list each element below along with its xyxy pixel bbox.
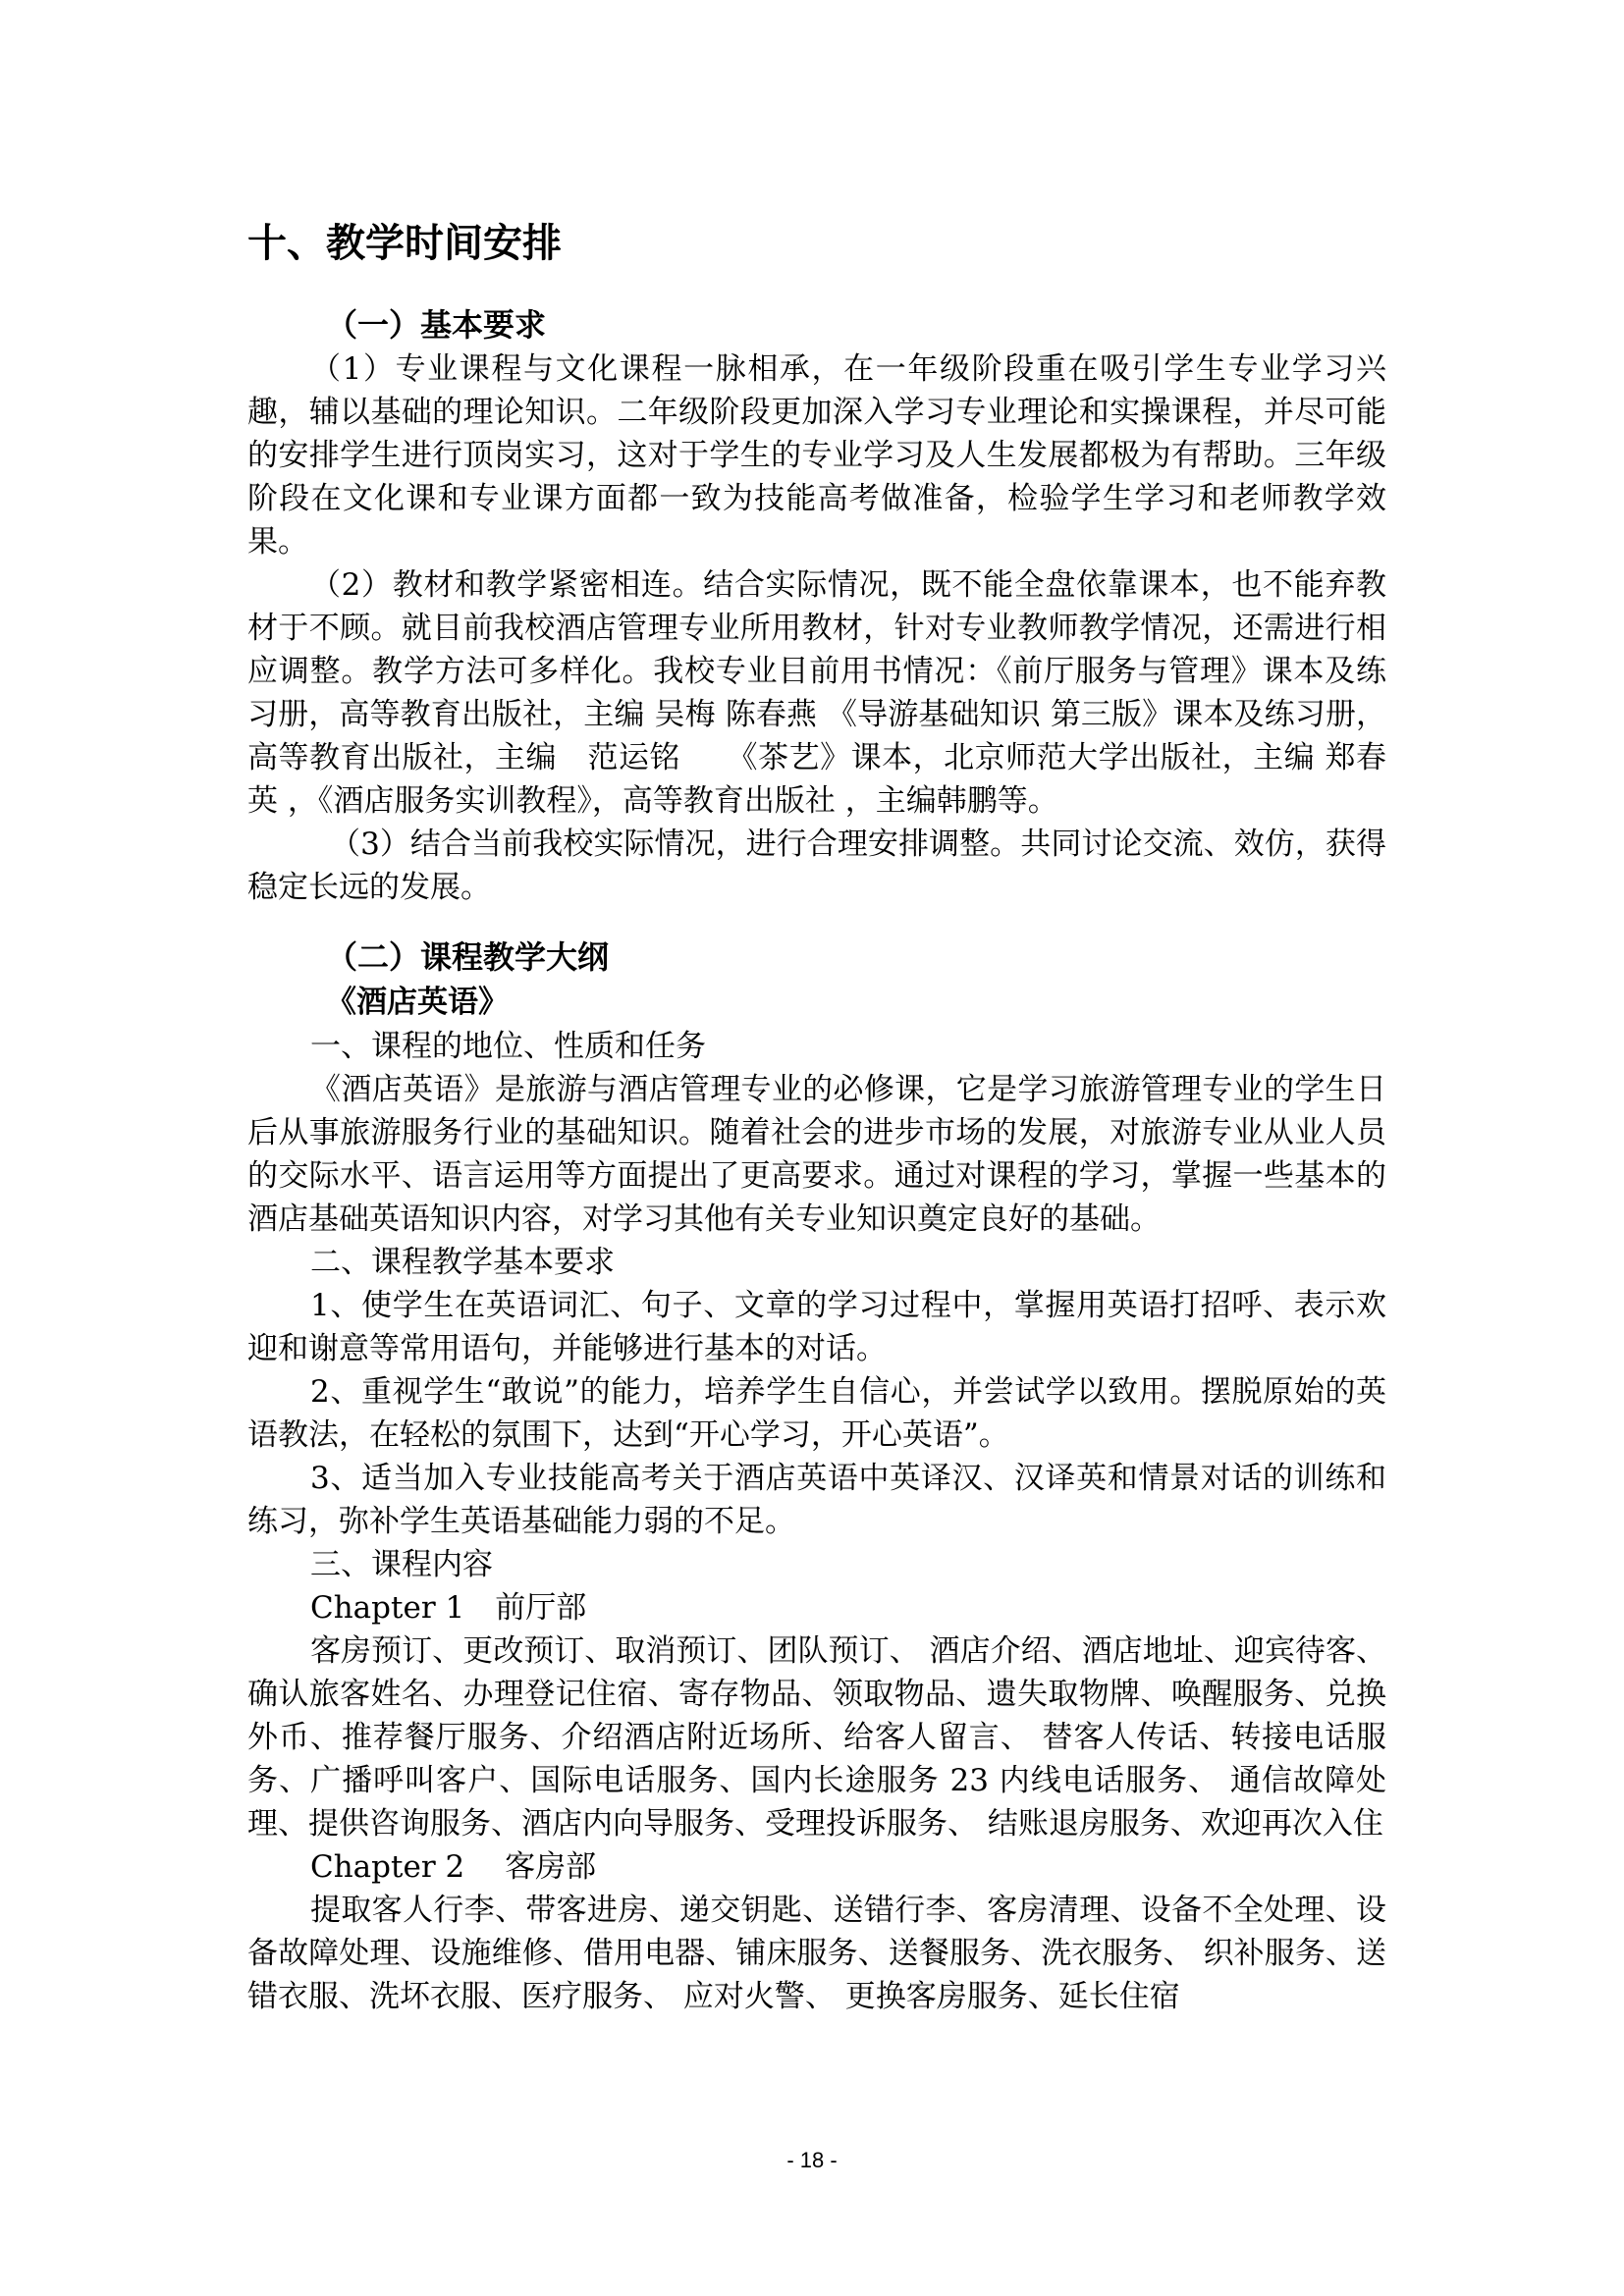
basic-requirement-paragraph-1: （1）专业课程与文化课程一脉相承，在一年级阶段重在吸引学生专业学习兴趣，辅以基础的理论知识。二年级阶段更加深入学习专业理论和实操课程，并尽可能的安排学生进行顶岗实习，这对于学生的专业学习及人生发展都极为有帮助。三年级阶段在文化课和专业课方面都一致为技能高考做准备，检验学生学习和老师教学效果。 (247, 351, 1386, 560)
page-content (247, 216, 1386, 2018)
basic-requirement-paragraph-3: （3）结合当前我校实际情况，进行合理安排调整。共同讨论交流、效仿，获得稳定长远的发展。 (247, 827, 1386, 905)
chapter-2-title: Chapter 2 客房部 (310, 1849, 597, 1885)
page-number: - 18 - (786, 2148, 838, 2172)
course-title: 《酒店英语》 (326, 985, 509, 1020)
part1-text: 《酒店英语》是旅游与酒店管理专业的必修课，它是学习旅游管理专业的学生日后从事旅游服务行业的基础知识。随着社会的进步市场的发展，对旅游专业从业人员的交际水平、语言运用等方面提出了更高要求。通过对课程的学习，掌握一些基本的酒店基础英语知识内容，对学习其他有关专业知识奠定良好的基础。 (247, 1072, 1386, 1237)
chapter-1-content: 客房预订、更改预订、取消预订、团队预订、 酒店介绍、酒店地址、迎宾待客、确认旅客姓名、办理登记住宿、寄存物品、领取物品、遗失取物牌、唤醒服务、兑换外币、推荐餐厅服务、介绍酒店附近场所、给客人留言、 替客人传话、转接电话服务、广播呼叫客户、国际电话服务、国内长途服务 23 内线电话服务、 通信故障处理、提供咨询服务、酒店内向导服务、受理投诉服务、 结账退房服务、欢迎再次入住 (247, 1633, 1386, 1842)
part3-title: 三、课程内容 (310, 1547, 493, 1582)
syllabus-heading: （二）课程教学大纲 (326, 938, 610, 976)
part2-item-1: 1、使学生在英语词汇、句子、文章的学习过程中，掌握用英语打招呼、表示欢迎和谢意等常用语句，并能够进行基本的对话。 (247, 1288, 1386, 1366)
chapter-2-content: 提取客人行李、带客进房、递交钥匙、送错行李、客房清理、设备不全处理、设备故障处理、设施维修、借用电器、铺床服务、送餐服务、洗衣服务、 织补服务、送错衣服、洗坏衣服、医疗服务、 应对火警、 更换客房服务、延长住宿 (247, 1893, 1386, 2014)
section-title: 十、教学时间安排 (247, 221, 562, 266)
part2-item-2: 2、重视学生“敢说”的能力，培养学生自信心，并尝试学以致用。摆脱原始的英语教法，在轻松的氛围下，达到“开心学习，开心英语”。 (247, 1374, 1386, 1453)
part1-title: 一、课程的地位、性质和任务 (310, 1029, 706, 1064)
part2-title: 二、课程教学基本要求 (310, 1245, 615, 1280)
chapter-1-title: Chapter 1 前厅部 (310, 1590, 587, 1626)
part2-item-3: 3、适当加入专业技能高考关于酒店英语中英译汉、汉译英和情景对话的训练和练习，弥补学生英语基础能力弱的不足。 (247, 1461, 1386, 1539)
basic-requirement-paragraph-2: （2）教材和教学紧密相连。结合实际情况，既不能全盘依靠课本，也不能弃教材于不顾。就目前我校酒店管理专业所用教材，针对专业教师教学情况，还需进行相应调整。教学方法可多样化。我校专业目前用书情况：《前厅服务与管理》课本及练习册，高等教育出版社，主编 吴梅 陈春燕 《导游基础知识 第三版》课本及练习册，高等教育出版社，主编 范运铭 《茶艺》课本，北京师范大学出版社，主编 郑春英 ，《酒店服务实训教程》，高等教育出版社 ，主编韩鹏等。 (247, 567, 1386, 819)
basic-requirements-heading: （一）基本要求 (326, 306, 547, 344)
